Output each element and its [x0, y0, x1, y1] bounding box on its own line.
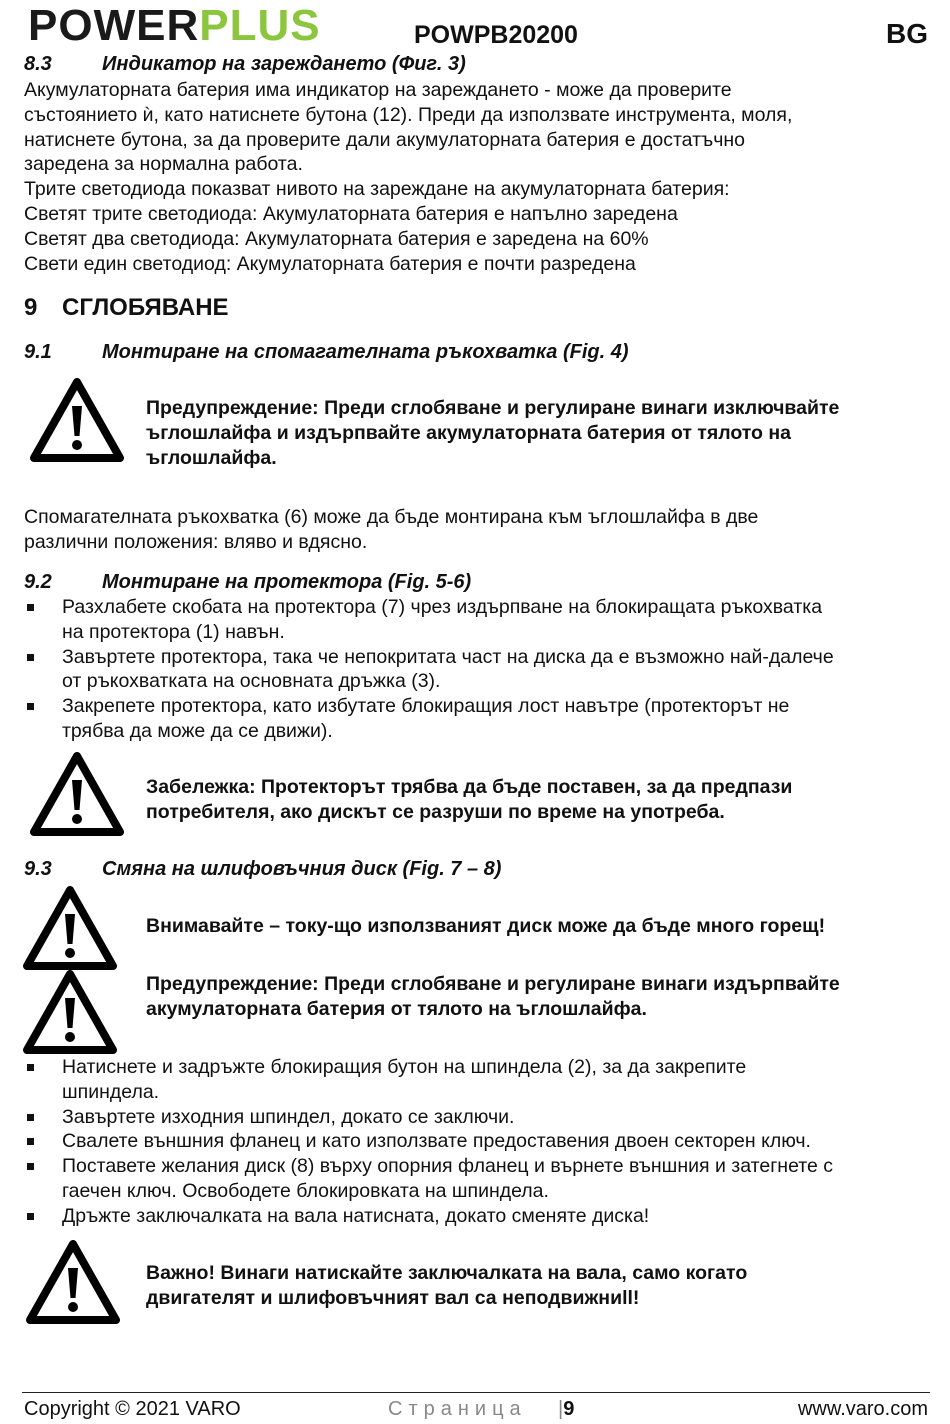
footer-separator: | [558, 1398, 564, 1420]
list-item-line: Завъртете изходния шпиндел, докато се заключи. [62, 1105, 515, 1128]
warning-triangle-icon [23, 970, 117, 1054]
section-8-3-body [24, 78, 924, 276]
square-bullet-icon [27, 1163, 34, 1170]
section-number: 9.3 [24, 858, 52, 880]
list-item [24, 595, 934, 645]
square-bullet-icon [27, 1138, 34, 1145]
chapter-9-heading [24, 294, 229, 322]
square-bullet-icon [27, 604, 34, 611]
section-9-1-heading [24, 340, 628, 364]
warning-text [146, 396, 936, 471]
square-bullet-icon [27, 654, 34, 661]
section-9-2-bullet-list [24, 595, 934, 744]
square-bullet-icon [27, 1114, 34, 1121]
paragraph-line: Акумулаторната батерия има индикатор на зареждането - може да проверите [24, 79, 732, 101]
section-number: 8.3 [24, 53, 52, 75]
section-title: Индикатор на зареждането (Фиг. 3) [102, 53, 466, 75]
paragraph-line: натиснете бутона, за да проверите дали акумулаторната батерия е достатъчно [24, 128, 745, 151]
list-item-line: Разхлабете скобата на протектора (7) чрез издърпване на блокиращата ръкохватка [62, 596, 823, 618]
paragraph-line: състоянието ѝ, като натиснете бутона (12). Преди да използвате инструмента, моля, [24, 103, 793, 126]
note-line: потребителя, ако дискът се разруши по време на употреба. [146, 801, 725, 823]
section-title: Монтиране на протектора (Fig. 5-6) [102, 571, 472, 593]
paragraph-line: различни положения: вляво и вдясно. [24, 530, 368, 553]
footer-divider [22, 1392, 930, 1393]
caution-line: Внимавайте – току-що използваният диск може да бъде много горещ! [146, 915, 826, 937]
paragraph-line: Спомагателната ръкохватка (6) може да бъде монтирана към ъглошлайфа в две [24, 506, 759, 528]
list-item-line: гаечен ключ. Освободете блокировката на шпиндела. [62, 1179, 549, 1202]
warning-line: ъглошлайфа и издърпвайте акумулаторната батерия от тялото на [146, 422, 792, 444]
list-item-line: Натиснете и задръжте блокиращия бутон на шпиндела (2), за да закрепите [62, 1056, 747, 1078]
footer-page-number: 9 [563, 1398, 575, 1420]
section-9-3-bullet-list [24, 1055, 934, 1229]
warning-line: ъглошлайфа. [146, 447, 277, 469]
square-bullet-icon [27, 1064, 34, 1071]
list-item-line: шпиндела. [62, 1080, 160, 1103]
warning-text [146, 972, 936, 1022]
model-number: POWPB20200 [414, 21, 578, 49]
section-number: 9.2 [24, 571, 52, 593]
list-item-line: Дръжте заключалката на вала натисната, докато сменяте диска! [62, 1204, 650, 1227]
footer-page-number-block [558, 1397, 574, 1421]
warning-triangle-icon [30, 378, 124, 462]
paragraph-line: Трите светодиода показват нивото на зареждане на акумулаторната батерия: [24, 178, 730, 201]
paragraph-line: заредена за нормална работа. [24, 153, 303, 176]
warning-line: Предупреждение: Преди сглобяване и регулиране винаги изключвайте [146, 397, 840, 419]
warning-line: акумулаторната батерия от тялото на ъглошлайфа. [146, 998, 647, 1020]
list-item-line: Поставете желания диск (8) върху опорния фланец и върнете външния и затегнете с [62, 1155, 833, 1178]
important-line: двигателят и шлифовъчният вал са неподвижниll! [146, 1287, 640, 1309]
footer-url: www.varo.com [797, 1398, 928, 1420]
footer-page-word: Страница [388, 1398, 527, 1420]
warning-line: Предупреждение: Преди сглобяване и регулиране винаги издърпвайте [146, 973, 840, 995]
logo-plus-text: PLUS [199, 1, 321, 50]
powerplus-logo [28, 1, 321, 50]
list-item [24, 1055, 934, 1105]
warning-triangle-icon [26, 1240, 120, 1324]
important-line: Важно! Винаги натискайте заключалката на вала, само когато [146, 1262, 748, 1284]
list-item [24, 694, 934, 744]
list-item-line: на протектора (1) навън. [62, 620, 285, 643]
warning-triangle-icon [23, 886, 117, 970]
caution-text [146, 914, 936, 939]
section-number: 9.1 [24, 341, 52, 363]
list-item-line: от ръкохватката на основната дръжка (3). [62, 670, 441, 693]
list-item [24, 1154, 934, 1204]
list-item-line: Завъртете протектора, така че непокритата част на диска да е възможно най-далече [62, 645, 834, 668]
chapter-title: СГЛОБЯВАНЕ [62, 294, 229, 321]
paragraph-line: Свети един светодиод: Акумулаторната батерия е почти разредена [24, 252, 636, 275]
list-item-line: Закрепете протектора, като избутате блокиращия лост навътре (протекторът не [62, 695, 790, 718]
paragraph-line: Светят трите светодиода: Акумулаторната батерия е напълно заредена [24, 202, 678, 225]
square-bullet-icon [27, 703, 34, 710]
paragraph-line: Светят два светодиода: Акумулаторната батерия е заредена на 60% [24, 227, 649, 250]
logo-power-text: POWER [28, 1, 200, 50]
note-text [146, 775, 936, 825]
section-title: Монтиране на спомагателната ръкохватка (Fig. 4) [102, 341, 629, 363]
footer-copyright: Copyright © 2021 VARO [24, 1398, 241, 1420]
important-text [146, 1261, 936, 1311]
list-item [24, 1105, 934, 1130]
list-item [24, 1204, 934, 1229]
language-code: BG [886, 18, 928, 49]
list-item-line: Свалете външния фланец и като използвате предоставения двоен секторен ключ. [62, 1130, 811, 1153]
section-9-3-heading [24, 857, 501, 881]
square-bullet-icon [27, 1213, 34, 1220]
note-line: Забележка: Протекторът трябва да бъде поставен, за да предпази [146, 776, 793, 798]
list-item [24, 1129, 934, 1154]
section-8-3-heading [24, 52, 466, 76]
warning-triangle-icon [30, 752, 124, 836]
section-9-1-body [24, 505, 924, 555]
section-9-2-heading [24, 570, 471, 594]
list-item [24, 645, 934, 695]
chapter-number: 9 [24, 294, 38, 321]
list-item-line: трябва да може да се движи). [62, 719, 333, 742]
section-title: Смяна на шлифовъчния диск (Fig. 7 – 8) [102, 858, 502, 880]
